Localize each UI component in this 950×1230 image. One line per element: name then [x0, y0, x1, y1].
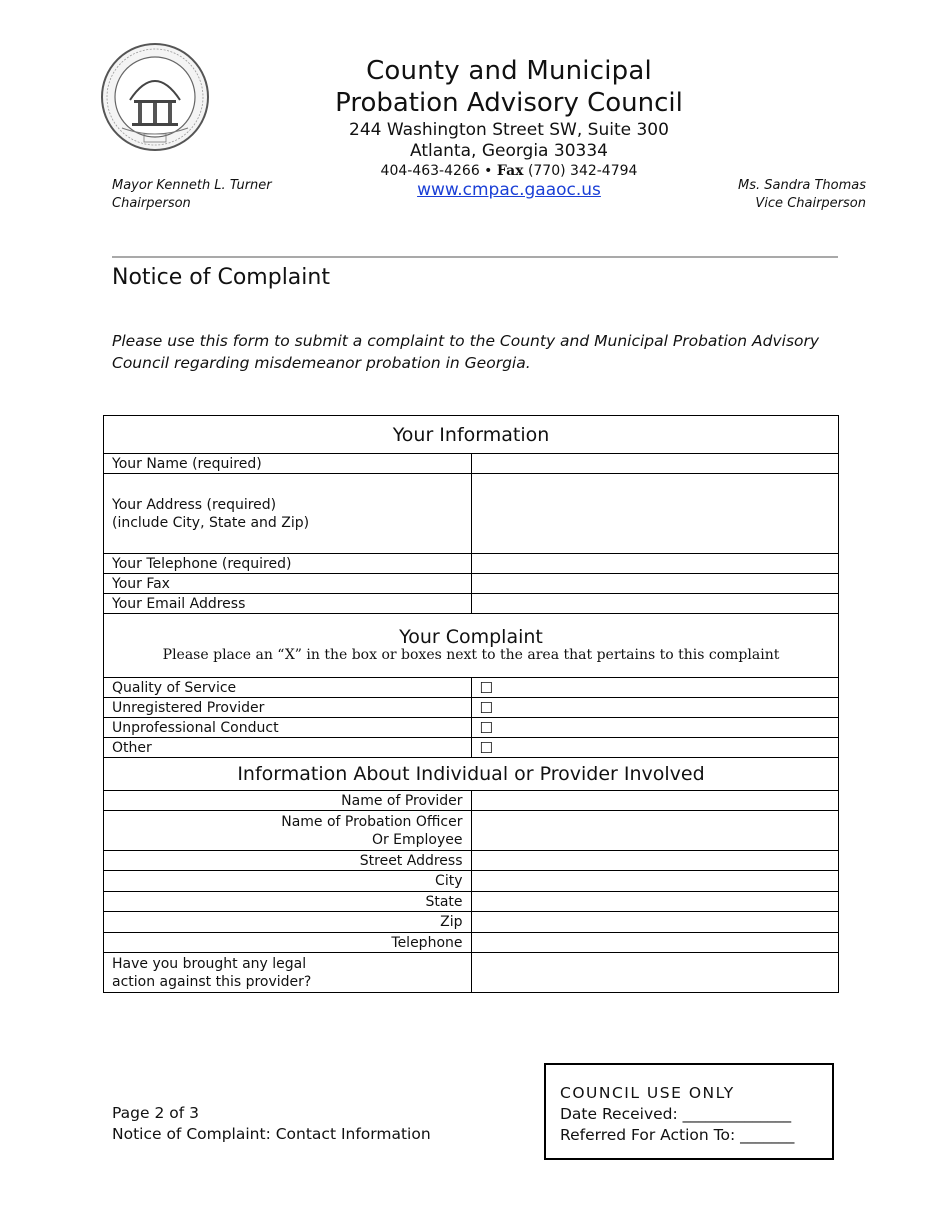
your-address-field[interactable]: [471, 474, 839, 554]
org-city-state: Atlanta, Georgia 30334: [410, 141, 608, 161]
telephone-field[interactable]: [471, 933, 839, 953]
your-fax-field[interactable]: [471, 574, 839, 594]
address-label-line2: (include City, State and Zip): [112, 514, 310, 531]
org-address: 244 Washington Street SW, Suite 300: [349, 120, 669, 140]
complaint-instruction: Please place an “X” in the box or boxes next to the area that pertains to this complaint: [162, 646, 780, 663]
vice-chairperson: [738, 177, 866, 213]
phone: 404-463-4266 •: [380, 163, 493, 179]
your-information-heading: Your Information: [104, 416, 839, 454]
state-label: State: [104, 892, 472, 912]
vice-title: Vice Chairperson: [755, 196, 866, 211]
your-name-label: Your Name (required): [104, 454, 472, 474]
checkbox-unregistered-provider[interactable]: ☐: [471, 698, 839, 718]
chairperson: [112, 177, 272, 213]
checkbox-quality-of-service[interactable]: ☐: [471, 678, 839, 698]
intro-text: Please use this form to submit a complaint to the County and Municipal Probation Advisory Council regarding misdemeanor probation in Georgia.: [112, 332, 820, 372]
org-name-line1: County and Municipal: [366, 56, 652, 86]
org-phone-fax: [300, 163, 718, 179]
referred-for-action: Referred For Action To: _______: [560, 1126, 795, 1144]
officer-name-field[interactable]: [471, 811, 839, 851]
complaint-option-label: Unregistered Provider: [104, 698, 472, 718]
your-email-field[interactable]: [471, 594, 839, 614]
state-seal-icon: [100, 42, 210, 152]
street-address-label: Street Address: [104, 851, 472, 871]
page-title: Notice of Complaint: [112, 265, 330, 290]
your-name-field[interactable]: [471, 454, 839, 474]
officer-label-line2: Or Employee: [371, 831, 463, 848]
checkbox-other[interactable]: ☐: [471, 738, 839, 758]
complaint-form-table: [103, 415, 839, 993]
your-telephone-label: Your Telephone (required): [104, 554, 472, 574]
chair-title: Chairperson: [112, 196, 191, 211]
date-received: Date Received: ______________: [560, 1105, 792, 1123]
council-use-heading: COUNCIL USE ONLY: [560, 1084, 735, 1102]
fax: (770) 342-4794: [527, 163, 638, 179]
city-label: City: [104, 871, 472, 892]
provider-name-field[interactable]: [471, 791, 839, 811]
page-footer: [112, 1103, 431, 1145]
fax-label: Fax: [496, 163, 524, 179]
complaint-option-label: Unprofessional Conduct: [104, 718, 472, 738]
divider: [112, 256, 838, 258]
your-address-label: [104, 474, 472, 554]
org-name-line2: Probation Advisory Council: [335, 88, 683, 118]
website-link[interactable]: www.cmpac.gaaoc.us: [417, 180, 601, 200]
chair-name: Mayor Kenneth L. Turner: [112, 178, 272, 193]
your-complaint-heading: Your Complaint: [399, 625, 543, 648]
footer-section: Notice of Complaint: Contact Information: [112, 1125, 431, 1143]
page-number: Page 2 of 3: [112, 1104, 199, 1122]
provider-name-label: Name of Provider: [104, 791, 472, 811]
council-use-box: [544, 1063, 834, 1160]
officer-label-line1: Name of Probation Officer: [281, 813, 463, 830]
state-field[interactable]: [471, 892, 839, 912]
legal-label-line2: action against this provider?: [112, 973, 312, 990]
city-field[interactable]: [471, 871, 839, 892]
complaint-option-label: Other: [104, 738, 472, 758]
legal-label-line1: Have you brought any legal: [112, 955, 307, 972]
legal-action-label: [104, 953, 472, 993]
your-fax-label: Your Fax: [104, 574, 472, 594]
legal-action-field[interactable]: [471, 953, 839, 993]
complaint-option-label: Quality of Service: [104, 678, 472, 698]
your-telephone-field[interactable]: [471, 554, 839, 574]
checkbox-unprofessional-conduct[interactable]: ☐: [471, 718, 839, 738]
zip-field[interactable]: [471, 912, 839, 933]
your-complaint-section: [104, 614, 839, 678]
your-email-label: Your Email Address: [104, 594, 472, 614]
officer-name-label: [104, 811, 472, 851]
telephone-label: Telephone: [104, 933, 472, 953]
provider-info-heading: Information About Individual or Provider Involved: [104, 758, 839, 791]
street-address-field[interactable]: [471, 851, 839, 871]
vice-name: Ms. Sandra Thomas: [738, 178, 866, 193]
zip-label: Zip: [104, 912, 472, 933]
address-label-line1: Your Address (required): [112, 496, 277, 513]
